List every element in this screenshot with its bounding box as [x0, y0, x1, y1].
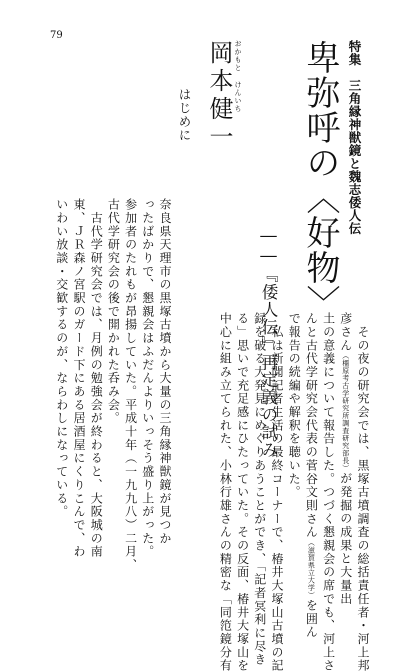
inline-note: （滋賀県立大学） [307, 538, 316, 599]
text-line: 彦さん（橿原考古学研究所調査研究部長）が発掘の成果と大量出 [338, 312, 353, 606]
text-line: 録を破る大発見にめぐりあうことができ、「記者冥利に尽き [252, 312, 267, 667]
page-number: 79 [50, 30, 63, 41]
text-line: 奈良県天理市の黒塚古墳から大量の三角縁神獣鏡が見つか [158, 198, 172, 546]
body-text-upper [53, 198, 173, 570]
section-heading: はじめに [177, 88, 192, 142]
text-line: 中心に組み立てられた、小林行雄さんの精密な「同笵鏡分有 [218, 312, 233, 672]
text-line: いわい放談・交歓するのが、ならわしになっている。 [54, 198, 69, 519]
text-line: 私は新聞記者生活の最終コーナーで、椿井大塚山古墳の記 [269, 312, 284, 672]
body-text-lower [216, 312, 371, 672]
text-line: 参加者のたれもが昂揚していた。平成十年（一九九八）二月、 [123, 198, 138, 572]
text-line: る」思いで充足感にひたっていた。その反面、椿井大塚山を [235, 312, 250, 672]
series-label: 特集 三角縁神獣鏡と魏志倭人伝 [347, 40, 362, 235]
text-line: ったばかりで、懇親会はふだんよりいっそう盛り上がった。 [140, 198, 155, 559]
text-line: 東、ＪＲ森ノ宮駅のガード下にある居酒屋にくりこんで、わ [71, 198, 86, 559]
article-subtitle: ――『倭人伝』再定義の試み [259, 226, 278, 459]
text-line: 古代学研究会の後で開かれた呑み会。 [106, 198, 121, 425]
text-line: で報告の続編や解釈を聴いた。 [287, 312, 302, 499]
article-title: 卑弥呼の〈好物〉 [300, 40, 340, 320]
author-reading: おかもと けんいち [234, 40, 242, 113]
text-line: 古代学研究会では、月例の勉強会が終わると、大阪城の南 [89, 198, 104, 559]
author-name: 岡本健一 [205, 40, 233, 152]
text-line: その夜の研究会では、黒塚古墳調査の総括責任者・河上邦 [356, 312, 370, 672]
text-line: 土の意義について報告した。つづく懇親会の席でも、河上さ [321, 312, 336, 672]
text-line: んと古代学研究会代表の菅谷文則さん（滋賀県立大学）を囲ん [304, 312, 319, 640]
inline-note: （橿原考古学研究所調査研究部長） [341, 352, 350, 473]
